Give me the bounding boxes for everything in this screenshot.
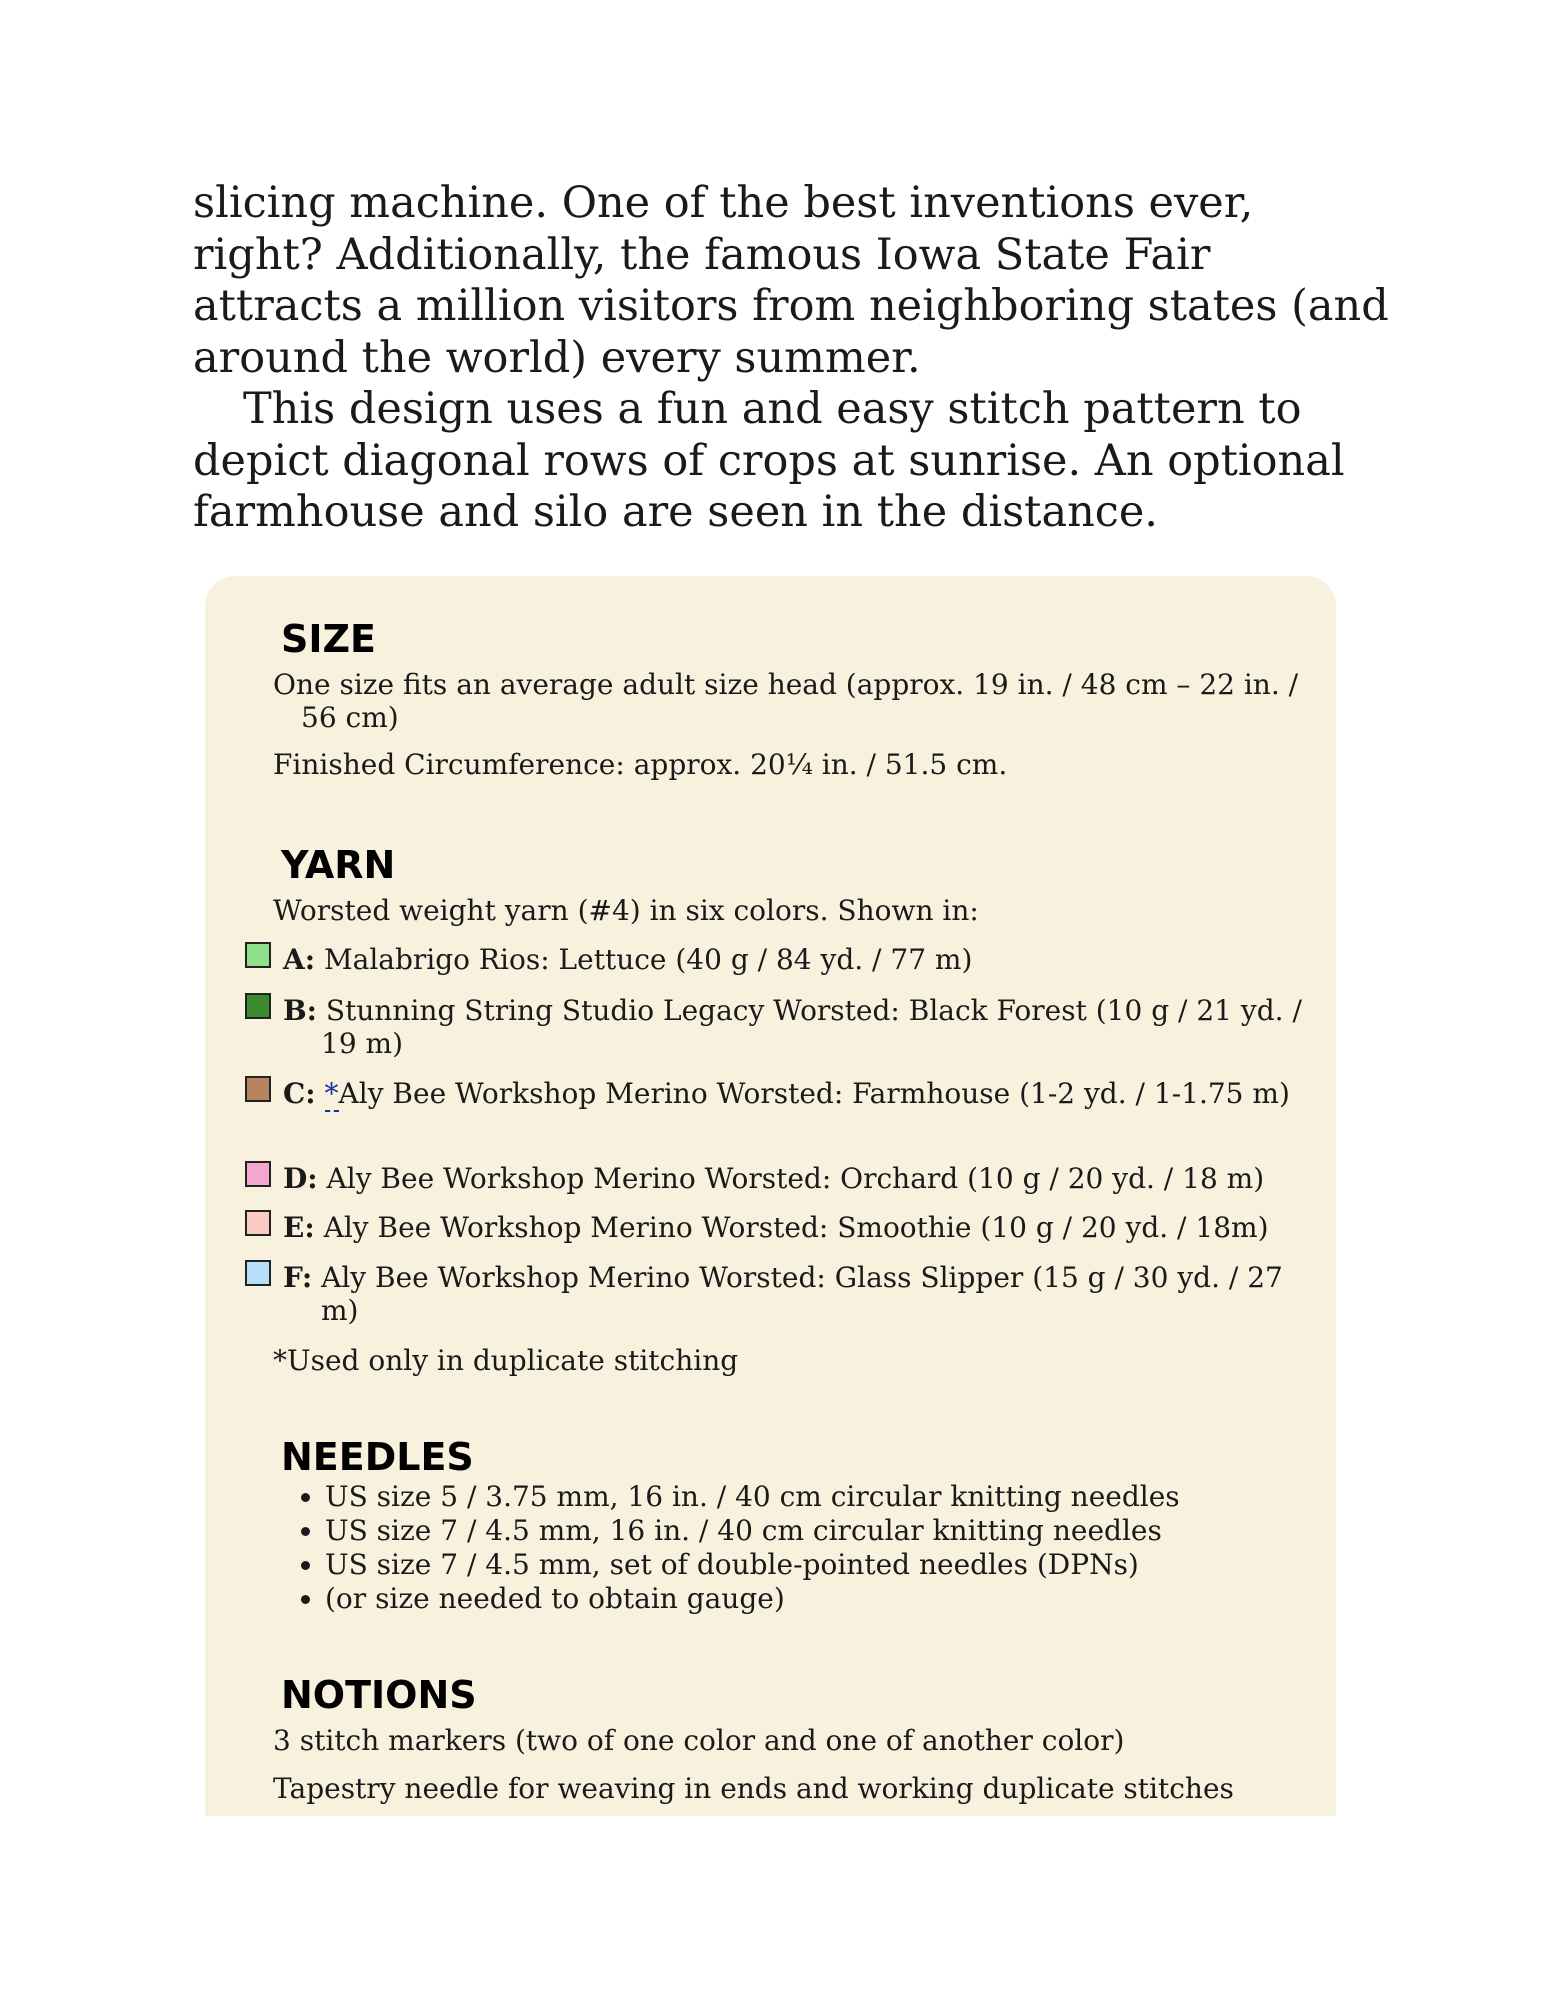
size-heading: SIZE: [281, 617, 377, 661]
swatch-d: [245, 1161, 271, 1187]
needles-heading: NEEDLES: [281, 1435, 474, 1479]
list-item: • US size 7 / 4.5 mm, set of double-pointed needles (DPNs): [325, 1548, 1180, 1582]
swatch-e: [245, 1210, 271, 1236]
yarn-item-b: [245, 994, 1305, 1060]
yarn-item-c: [245, 1077, 1305, 1110]
notions-heading: NOTIONS: [281, 1673, 477, 1717]
yarn-heading: YARN: [281, 843, 396, 887]
yarn-description: Aly Bee Workshop Merino Worsted: Orchard (10 g / 20 yd. / 18 m): [326, 1162, 1265, 1195]
yarn-description: Stunning String Studio Legacy Worsted: Black Forest (10 g / 21 yd. / 19 m): [321, 994, 1302, 1060]
intro-paragraph-2: This design uses a fun and easy stitch pattern to depict diagonal rows of crops at sunrise. An optional farmhouse and silo are seen in the distance.: [193, 384, 1345, 537]
materials-panel: [205, 576, 1336, 1816]
swatch-f: [245, 1260, 271, 1286]
yarn-description: Aly Bee Workshop Merino Worsted: Farmhouse (1-2 yd. / 1-1.75 m): [338, 1077, 1290, 1110]
notions-stitch-markers: 3 stitch markers (two of one color and one of another color): [273, 1724, 1125, 1757]
notions-tapestry-needle: Tapestry needle for weaving in ends and working duplicate stitches: [273, 1772, 1234, 1805]
list-item: • US size 5 / 3.75 mm, 16 in. / 40 cm circular knitting needles: [325, 1480, 1180, 1514]
yarn-letter: B:: [283, 994, 318, 1027]
yarn-description: Malabrigo Rios: Lettuce (40 g / 84 yd. / 77 m): [323, 943, 973, 976]
intro-text: [193, 178, 1393, 539]
yarn-letter: C:: [283, 1077, 316, 1110]
list-item: • (or size needed to obtain gauge): [325, 1582, 1180, 1616]
yarn-letter: F:: [283, 1261, 313, 1294]
intro-paragraph-1: slicing machine. One of the best inventions ever, right? Additionally, the famous Iowa State Fair attracts a million visitors from neighboring states (and around the world) every summer.: [193, 178, 1389, 383]
yarn-description: Aly Bee Workshop Merino Worsted: Glass Slipper (15 g / 30 yd. / 27 m): [321, 1261, 1283, 1327]
swatch-a: [245, 942, 271, 968]
yarn-description: Aly Bee Workshop Merino Worsted: Smoothie (10 g / 20 yd. / 18m): [323, 1211, 1269, 1244]
yarn-letter: E:: [283, 1211, 315, 1244]
needles-list: [285, 1480, 1180, 1616]
yarn-item-f: [245, 1261, 1305, 1327]
list-item: • US size 7 / 4.5 mm, 16 in. / 40 cm circular knitting needles: [325, 1514, 1180, 1548]
yarn-footnote: *Used only in duplicate stitching: [273, 1344, 739, 1377]
swatch-c: [245, 1076, 271, 1102]
yarn-letter: A:: [283, 943, 316, 976]
yarn-letter: D:: [283, 1162, 318, 1195]
yarn-intro: Worsted weight yarn (#4) in six colors. Shown in:: [273, 894, 979, 927]
yarn-item-a: [245, 943, 1305, 976]
footnote-link[interactable]: *: [324, 1077, 339, 1110]
yarn-item-d: [245, 1162, 1305, 1195]
size-head-range: One size fits an average adult size head (approx. 19 in. / 48 cm – 22 in. / 56 cm): [273, 668, 1299, 734]
swatch-b: [245, 993, 271, 1019]
size-finished-circumference: Finished Circumference: approx. 20¼ in. / 51.5 cm.: [273, 748, 1008, 781]
yarn-item-e: [245, 1211, 1305, 1244]
